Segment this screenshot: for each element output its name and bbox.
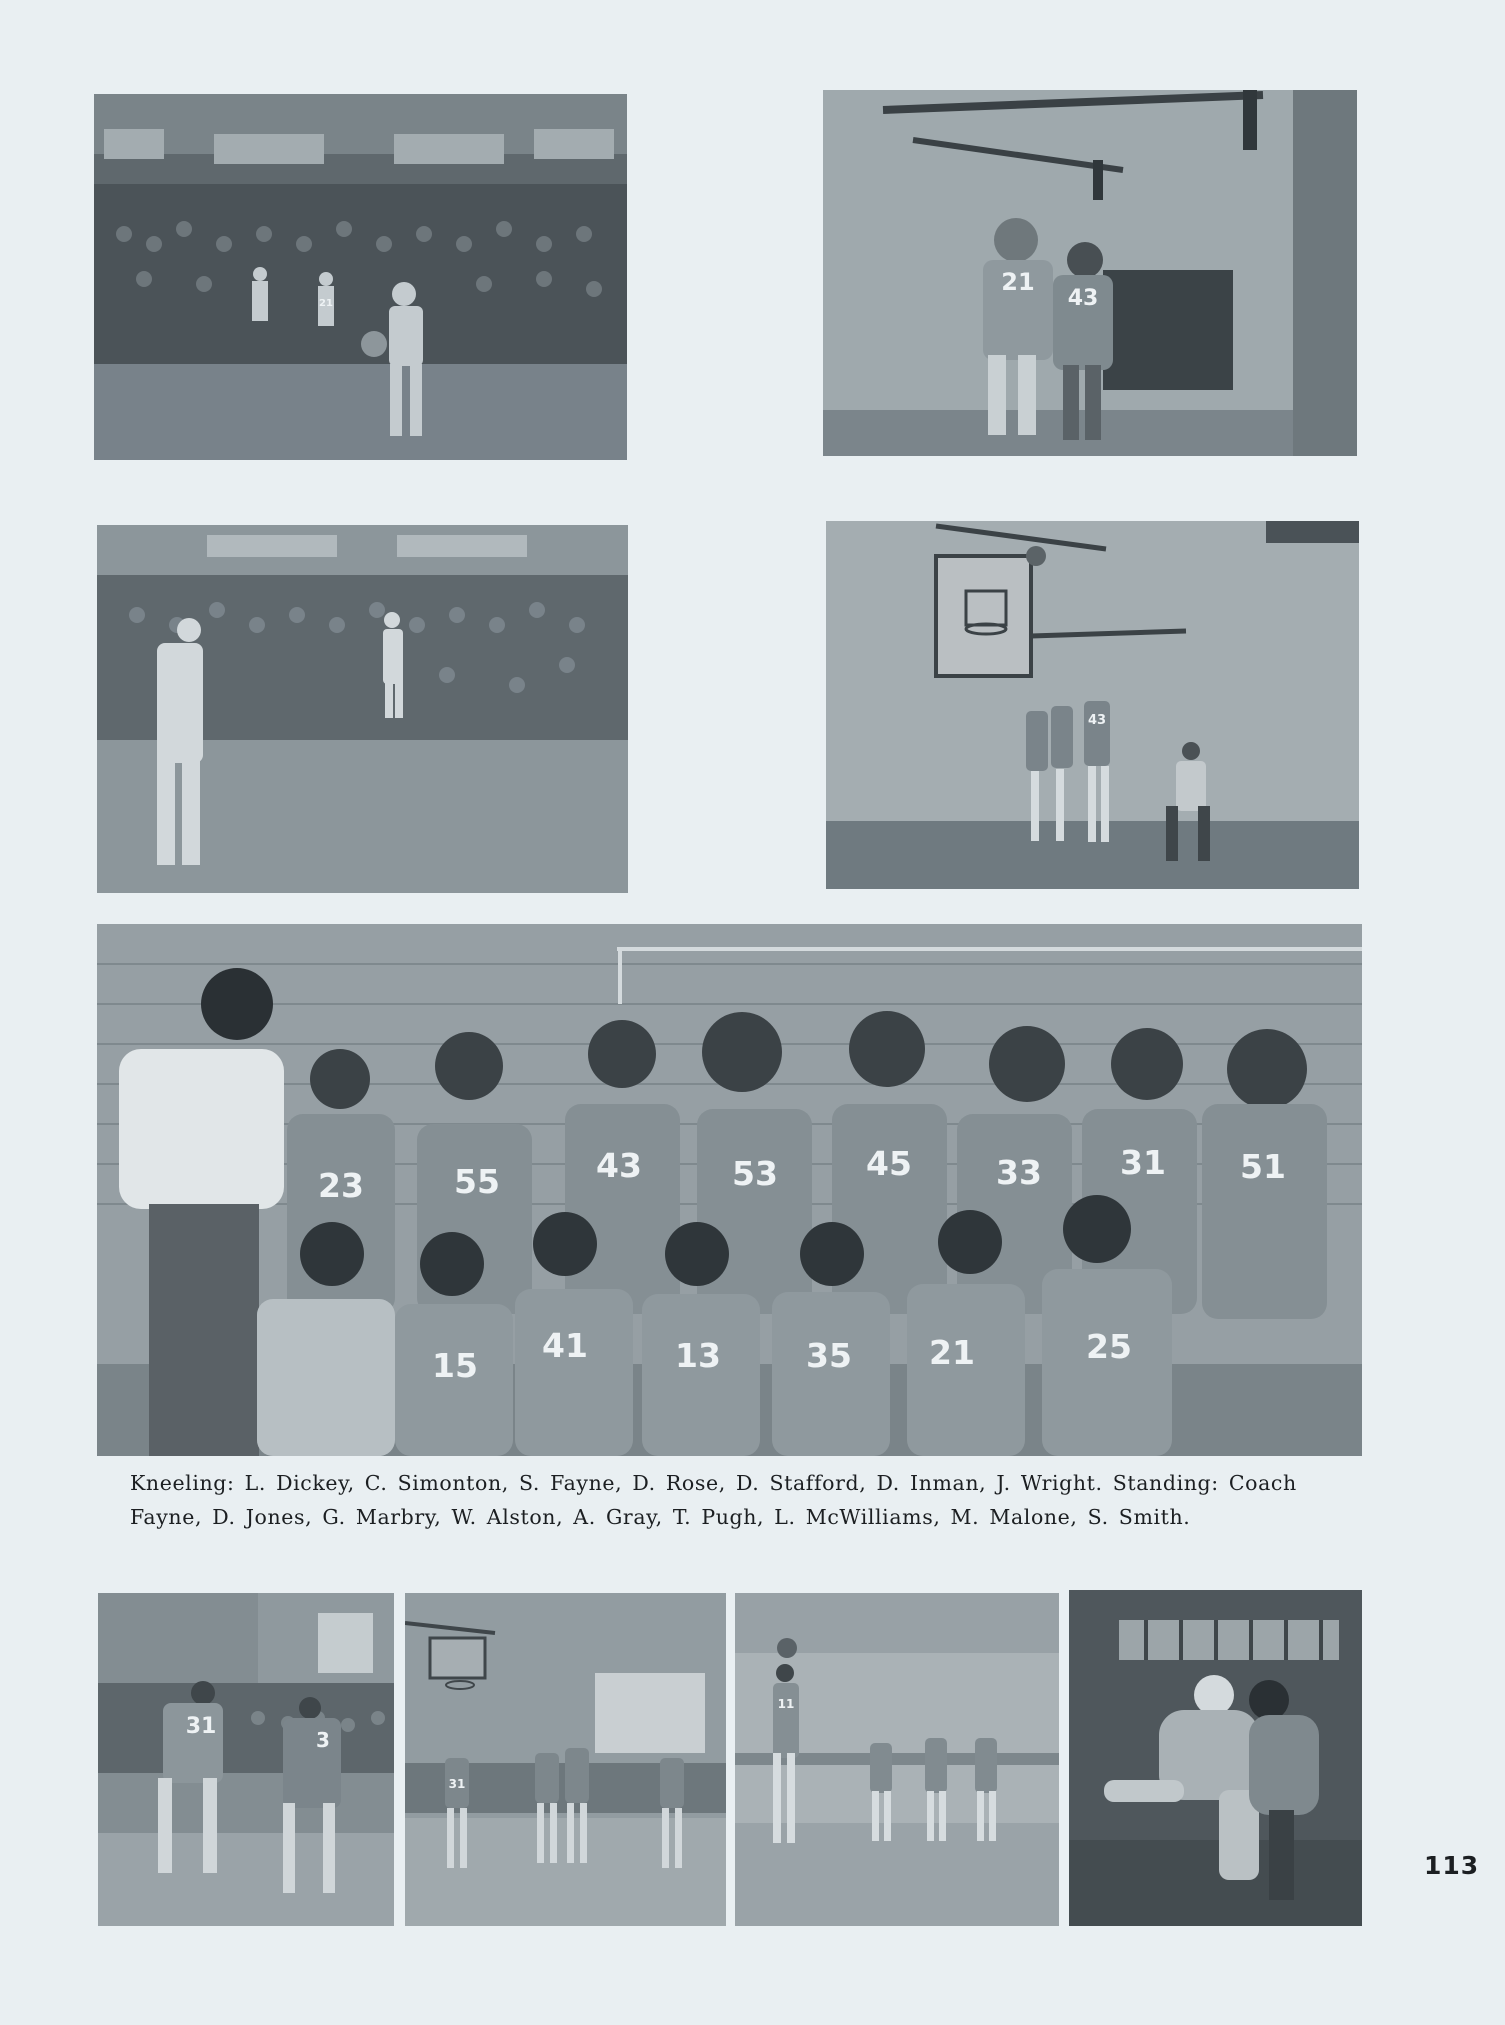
- jersey-number: 31: [1120, 1143, 1166, 1182]
- photo-defense: [98, 1593, 394, 1926]
- jersey-number: 23: [318, 1166, 364, 1205]
- team-photo: [97, 924, 1362, 1456]
- jersey-number: 15: [432, 1346, 478, 1385]
- page-number: 113: [1424, 1851, 1480, 1880]
- jersey-number: 51: [1240, 1147, 1286, 1186]
- jersey-number: 13: [675, 1336, 721, 1375]
- photo-free-throw: [735, 1593, 1059, 1926]
- jersey-number: 53: [732, 1154, 778, 1193]
- jersey-number: 21: [319, 298, 333, 309]
- photo-under-basket: [823, 90, 1357, 456]
- jersey-number: 21: [929, 1333, 975, 1372]
- jersey-number: 55: [454, 1162, 500, 1201]
- jersey-number: 31: [448, 1777, 466, 1791]
- photo-loose-ball: [1069, 1590, 1362, 1926]
- photo-rebound-basket: [826, 521, 1359, 889]
- photo-jump-shot: [405, 1593, 726, 1926]
- jersey-number: 11: [777, 1697, 795, 1711]
- photo-court-players: [97, 525, 628, 893]
- photo-game-dribbler: [94, 94, 627, 460]
- jersey-number: 45: [866, 1144, 912, 1183]
- jersey-number: 35: [806, 1336, 852, 1375]
- team-caption: Kneeling: L. Dickey, C. Simonton, S. Fayne, D. Rose, D. Stafford, D. Inman, J. Wright. Standing: Coach Fayne, D. Jones, G. Marbry, W. Alston, A. Gray, T. Pugh, L. McWilliams, M. Malone, S. Smith.: [130, 1471, 1297, 1529]
- jersey-number: 21: [1001, 268, 1035, 296]
- jersey-number: 41: [542, 1326, 588, 1365]
- jersey-number: 43: [1087, 713, 1107, 728]
- jersey-number: 25: [1086, 1327, 1132, 1366]
- jersey-number: 3: [316, 1728, 330, 1752]
- jersey-number: 43: [596, 1146, 642, 1185]
- jersey-number: 33: [996, 1153, 1042, 1192]
- jersey-number: 31: [185, 1714, 217, 1739]
- jersey-number: 43: [1067, 286, 1099, 311]
